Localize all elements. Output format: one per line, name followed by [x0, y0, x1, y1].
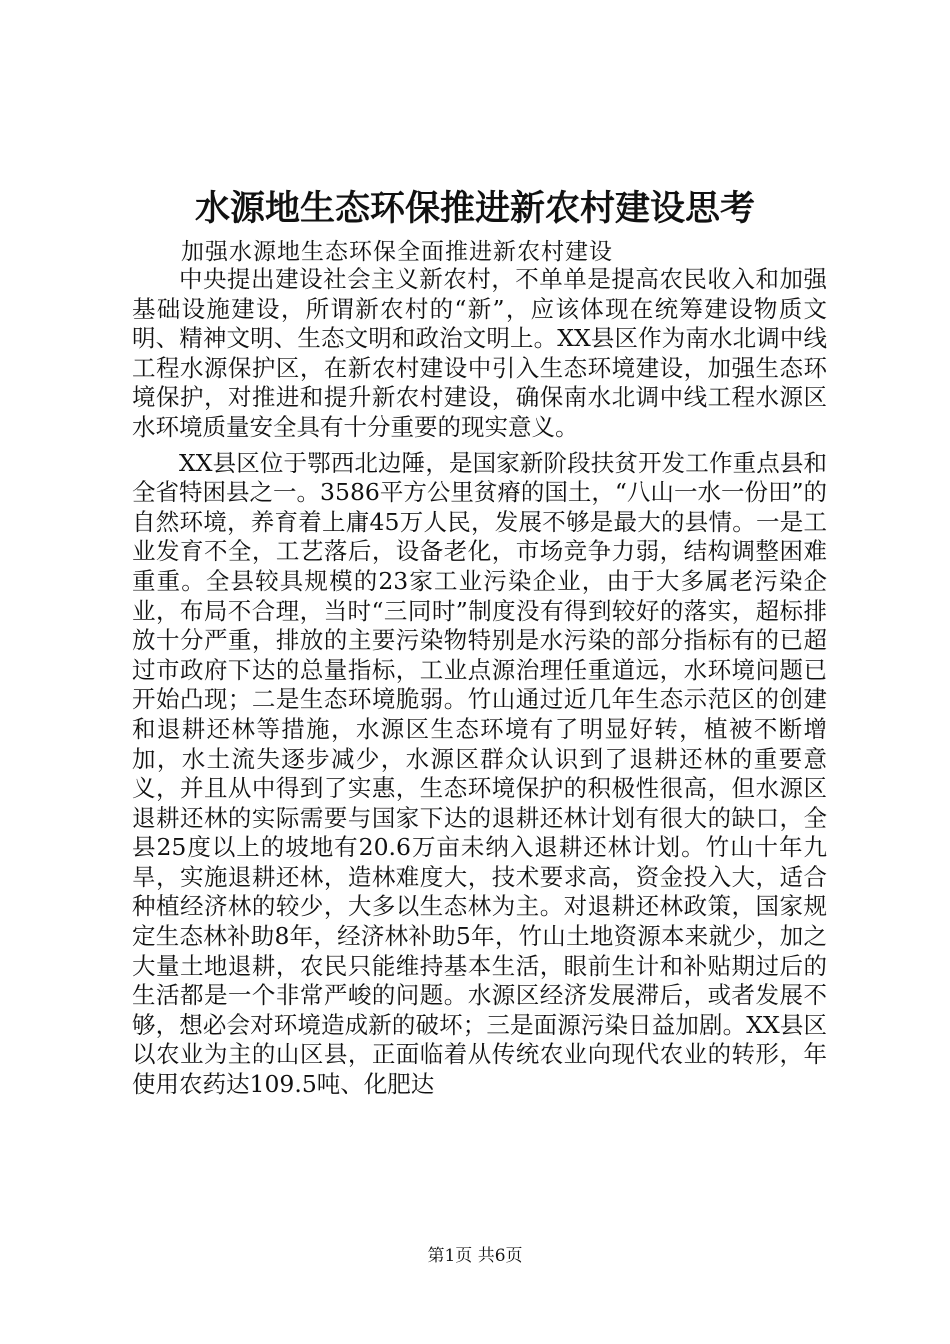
paragraph-intro: 中央提出建设社会主义新农村，不单单是提高农民收入和加强基础设施建设，所谓新农村的“新”，应该体现在统筹建设物质文明、精神文明、生态文明和政治文明上。XX县区作为南水北调中线工程水源保护区，在新农村建设中引入生态环境建设，加强生态环境保护，对推进和提升新农村建设，确保南水北调中线工程水源区水环境质量安全具有十分重要的现实意义。 [132, 265, 827, 441]
page-number-footer: 第1页 共6页 [427, 1246, 523, 1266]
document-title: 水源地生态环保推进新农村建设思考 [194, 188, 755, 229]
document-subtitle: 加强水源地生态环保全面推进新农村建设 [181, 239, 613, 265]
paragraph-county-situation: XX县区位于鄂西北边陲，是国家新阶段扶贫开发工作重点县和全省特困县之一。3586平方公里贫瘠的国土，“八山一水一份田”的自然环境，养育着上庸45万人民，发展不够是最大的县情。一是工业发育不全，工艺落后，设备老化，市场竞争力弱，结构调整困难重重。全县较具规模的23家工业污染企业，由于大多属老污染企业，布局不合理，当时“三同时”制度没有得到较好的落实，超标排放十分严重，排放的主要污染物特别是水污染的部分指标有的已超过市政府下达的总量指标，工业点源治理任重道远，水环境问题已开始凸现；二是生态环境脆弱。竹山通过近几年生态示范区的创建和退耕还林等措施，水源区生态环境有了明显好转，植被不断增加，水土流失逐步减少，水源区群众认识到了退耕还林的重要意义，并且从中得到了实惠，生态环境保护的积极性很高，但水源区退耕还林的实际需要与国家下达的退耕还林计划有很大的缺口，全县25度以上的坡地有20.6万亩未纳入退耕还林计划。竹山十年九旱，实施退耕还林，造林难度大，技术要求高，资金投入大，适合种植经济林的较少，大多以生态林为主。对退耕还林政策，国家规定生态林补助8年，经济林补助5年，竹山土地资源本来就少，加之大量土地退耕，农民只能维持基本生活，眼前生计和补贴期过后的生活都是一个非常严峻的问题。水源区经济发展滞后，或者发展不够，想必会对环境造成新的破坏；三是面源污染日益加剧。XX县区以农业为主的山区县，正面临着从传统农业向现代农业的转形，年使用农药达109.5吨、化肥达 [132, 448, 827, 1099]
document-body [132, 265, 827, 1100]
